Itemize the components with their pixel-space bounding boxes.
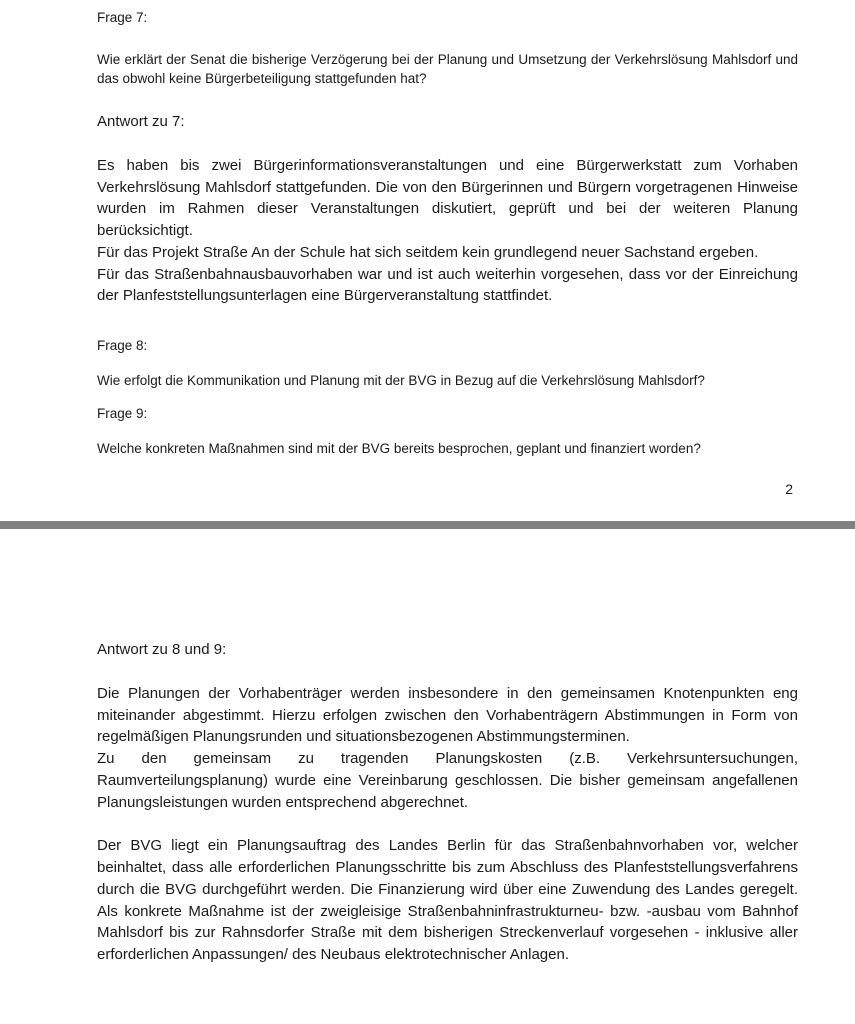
spacer: [97, 356, 798, 371]
spacer: [97, 28, 798, 50]
answer-paragraph-5: Zu den gemeinsam zu tragenden Planungskosten (z.B. Verkehrsuntersuchungen, Raumverteilungsplanung) wurde eine Vereinbarung geschlossen. Die bisher gemeinsam angefallenen Planungsleistungen wurden entsprechend abgerechnet.: [97, 750, 798, 811]
spacer: [97, 307, 798, 337]
answer-head-7: Antwort zu 7:: [97, 113, 185, 131]
spacer: [97, 133, 798, 155]
answer-paragraph-3: Für das Straßenbahnausbauvorhaben war und ist auch weiterhin vorgesehen, dass vor der Einreichung der Planfeststellungsunterlagen eine Bürgerveranstaltung stattfindet.: [97, 265, 798, 305]
top-spacer-3: [97, 617, 798, 639]
top-spacer: [97, 529, 798, 573]
page-number: 2: [785, 480, 793, 497]
answer-paragraph-6: Der BVG liegt ein Planungsauftrag des Landes Berlin für das Straßenbahnvorhaben vor, welcher beinhaltet, dass alle erforderlichen Planungsschritte bis zum Abschluss des Planfeststellungsverfahrens durch die BVG durchgeführt werden. Die Finanzierung wird über eine Zuwendung des Landes geregelt. Als konkrete Maßnahme ist der zweigleisige Straßenbahninfrastrukturneu- bzw. -ausbau vom Bahnhof Mahlsdorf bis zur Rahnsdorfer Straße mit dem bisherigen Streckenverlauf vorgesehen - inklusive aller erforderlichen Anpassungen/ des Neubaus elektrotechnischer Anlagen.: [97, 837, 798, 963]
answer-paragraph-1: Es haben bis zwei Bürgerinformationsveranstaltungen und eine Bürgerwerkstatt zum Vorhaben Verkehrslösung Mahlsdorf stattgefunden. Die von den Bürgerinnen und Bürgern vorgetragenen Hinweise wurden im Rahmen dieser Veranstaltungen diskutiert, geprüft und bei der weiteren Planung berücksichtigt.: [97, 156, 798, 240]
question-label-8: Frage 8:: [97, 338, 148, 354]
spacer: [97, 89, 798, 111]
question-text-8: Wie erfolgt die Kommunikation und Planung mit der BVG in Bezug auf die Verkehrslösung Mahlsdorf?: [97, 372, 705, 388]
answer-paragraph-2: Für das Projekt Straße An der Schule hat sich seitdem kein grundlegend neuer Sachstand ergeben.: [97, 243, 759, 261]
spacer: [97, 424, 798, 439]
spacer: [97, 813, 798, 835]
spacer: [97, 390, 798, 405]
answer-paragraph-4: Die Planungen der Vorhabenträger werden insbesondere in den gemeinsamen Knotenpunkten eng miteinander abgestimmt. Hierzu erfolgen zwischen den Vorhabenträgern Abstimmungen in Form von regelmäßigen Planungsrunden und situationsbezogenen Abstimmungsterminen.: [97, 684, 798, 746]
question-text-7: Wie erklärt der Senat die bisherige Verzögerung bei der Planung und Umsetzung der Verkehrslösung Mahlsdorf und das obwohl keine Bürgerbeteiligung stattgefunden hat?: [97, 51, 798, 87]
top-spacer: [97, 0, 798, 9]
spacer: [97, 661, 798, 683]
question-label-7: Frage 7:: [97, 10, 148, 25]
question-text-9: Welche konkreten Maßnahmen sind mit der BVG bereits besprochen, geplant und finanziert worden?: [97, 441, 701, 457]
answer-head-8-9: Antwort zu 8 und 9:: [97, 641, 227, 658]
top-spacer-2: [97, 573, 798, 617]
spacer: [97, 459, 798, 481]
document-page-2: [0, 529, 855, 1024]
question-label-9: Frage 9:: [97, 406, 148, 422]
page-separator: [0, 521, 855, 529]
